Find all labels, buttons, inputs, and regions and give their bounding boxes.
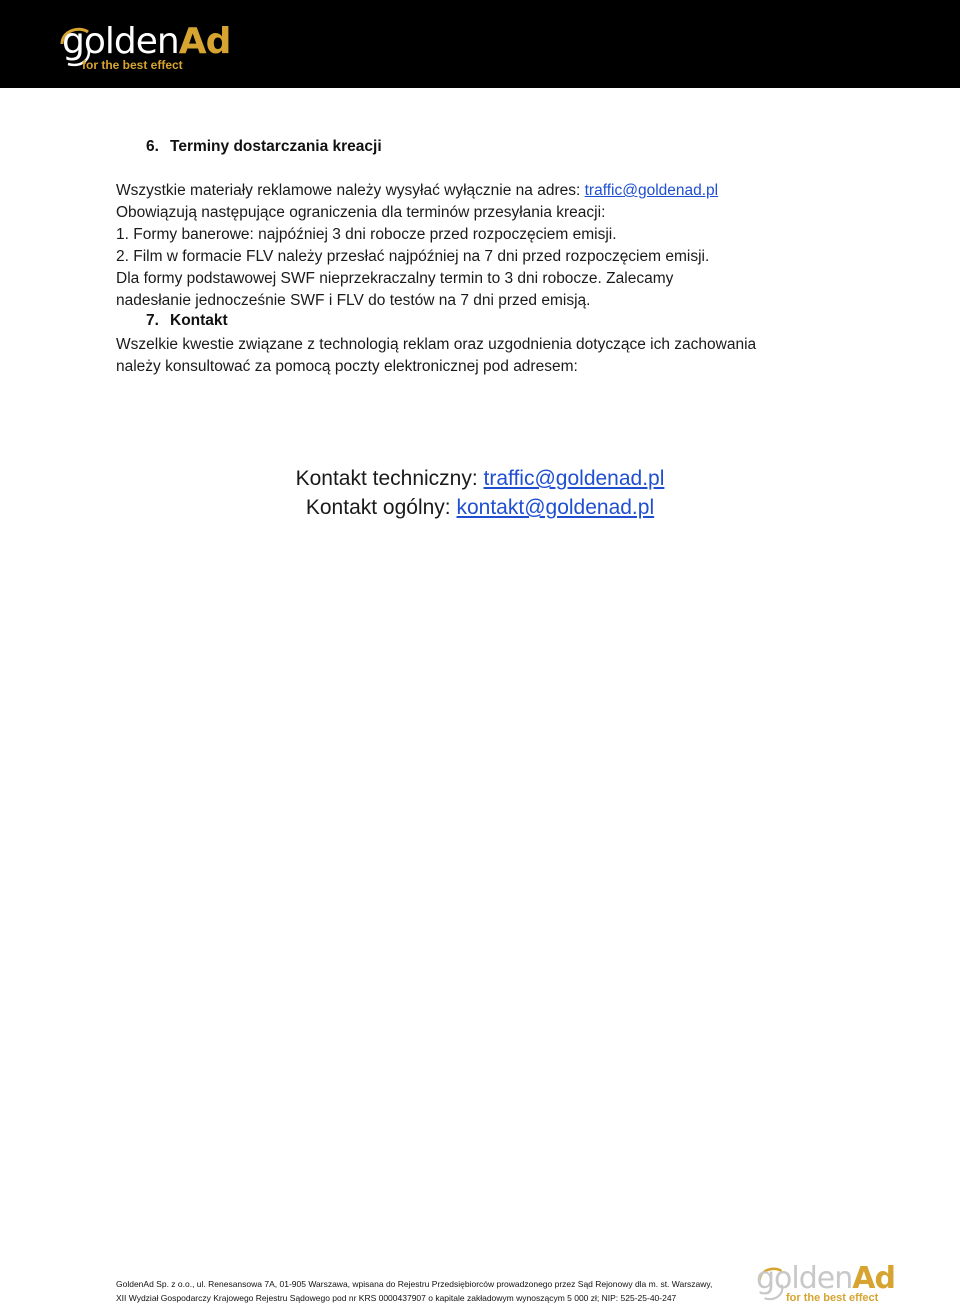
section-6-line-2: Obowiązują następujące ograniczenia dla terminów przesyłania kreacji: [116, 204, 606, 221]
section-6-title: Terminy dostarczania kreacji [170, 138, 382, 155]
contact-general-email-link[interactable]: kontakt@goldenad.pl [456, 496, 655, 519]
section-7-line-2: należy konsultować za pomocą poczty elektronicznej pod adresem: [116, 358, 578, 375]
logo-letter-g: g [62, 21, 84, 62]
contact-technical [0, 465, 960, 493]
section-6-line-1-text: Wszystkie materiały reklamowe należy wysyłać wyłącznie na adres: [116, 182, 585, 199]
logo-text-ad: Ad [178, 21, 231, 62]
contact-general-label: Kontakt ogólny: [305, 496, 457, 519]
section-7-number: 7. [146, 312, 159, 329]
logo-text-olden: olden [83, 21, 179, 62]
footer-goldenad-logo [756, 1262, 906, 1312]
traffic-email-link[interactable]: traffic@goldenad.pl [584, 182, 719, 199]
contact-technical-email-link[interactable]: traffic@goldenad.pl [483, 467, 665, 490]
section-6-line-6: nadesłanie jednocześnie SWF i FLV do testów na 7 dni przed emisją. [116, 292, 591, 309]
contact-general [0, 494, 960, 522]
footer-logo-text-ad: Ad [852, 1261, 895, 1296]
goldenad-logo[interactable] [62, 22, 232, 78]
section-6-line-1 [116, 180, 718, 202]
contact-technical-label: Kontakt techniczny: [295, 467, 484, 490]
footer-logo-letter-g: g [756, 1261, 775, 1296]
footer-logo-wordmark [756, 1262, 895, 1296]
footer-logo-text-olden: olden [774, 1261, 853, 1296]
footer-logo-tagline: for the best effect [786, 1292, 879, 1304]
section-6-heading [146, 138, 382, 156]
footer-line-1: GoldenAd Sp. z o.o., ul. Renesansowa 7A, 01-905 Warszawa, wpisana do Rejestru Przedsiębiorców prowadzonego przez Sąd Rejonowy dla m. st. Warszawy, [116, 1279, 713, 1289]
section-6-line-4: 2. Film w formacie FLV należy przesłać najpóźniej na 7 dni przed rozpoczęciem emisji. [116, 248, 710, 265]
section-7-heading [146, 312, 228, 330]
footer-line-2: XII Wydział Gospodarczy Krajowego Rejestru Sądowego pod nr KRS 0000437907 o kapitale zakładowym wynoszącym 5 000 zł; NIP: 525-25-40-247 [116, 1293, 677, 1303]
section-6-number: 6. [146, 138, 159, 155]
section-6-line-3: 1. Formy banerowe: najpóźniej 3 dni robocze przed rozpoczęciem emisji. [116, 226, 617, 243]
section-6-line-5: Dla formy podstawowej SWF nieprzekraczalny termin to 3 dni robocze. Zalecamy [116, 270, 674, 287]
header-bar [0, 0, 960, 88]
logo-wordmark [62, 22, 230, 62]
section-7-title: Kontakt [170, 312, 228, 329]
section-7-line-1: Wszelkie kwestie związane z technologią reklam oraz uzgodnienia dotyczące ich zachowania [116, 336, 757, 353]
logo-tagline: for the best effect [82, 58, 183, 72]
